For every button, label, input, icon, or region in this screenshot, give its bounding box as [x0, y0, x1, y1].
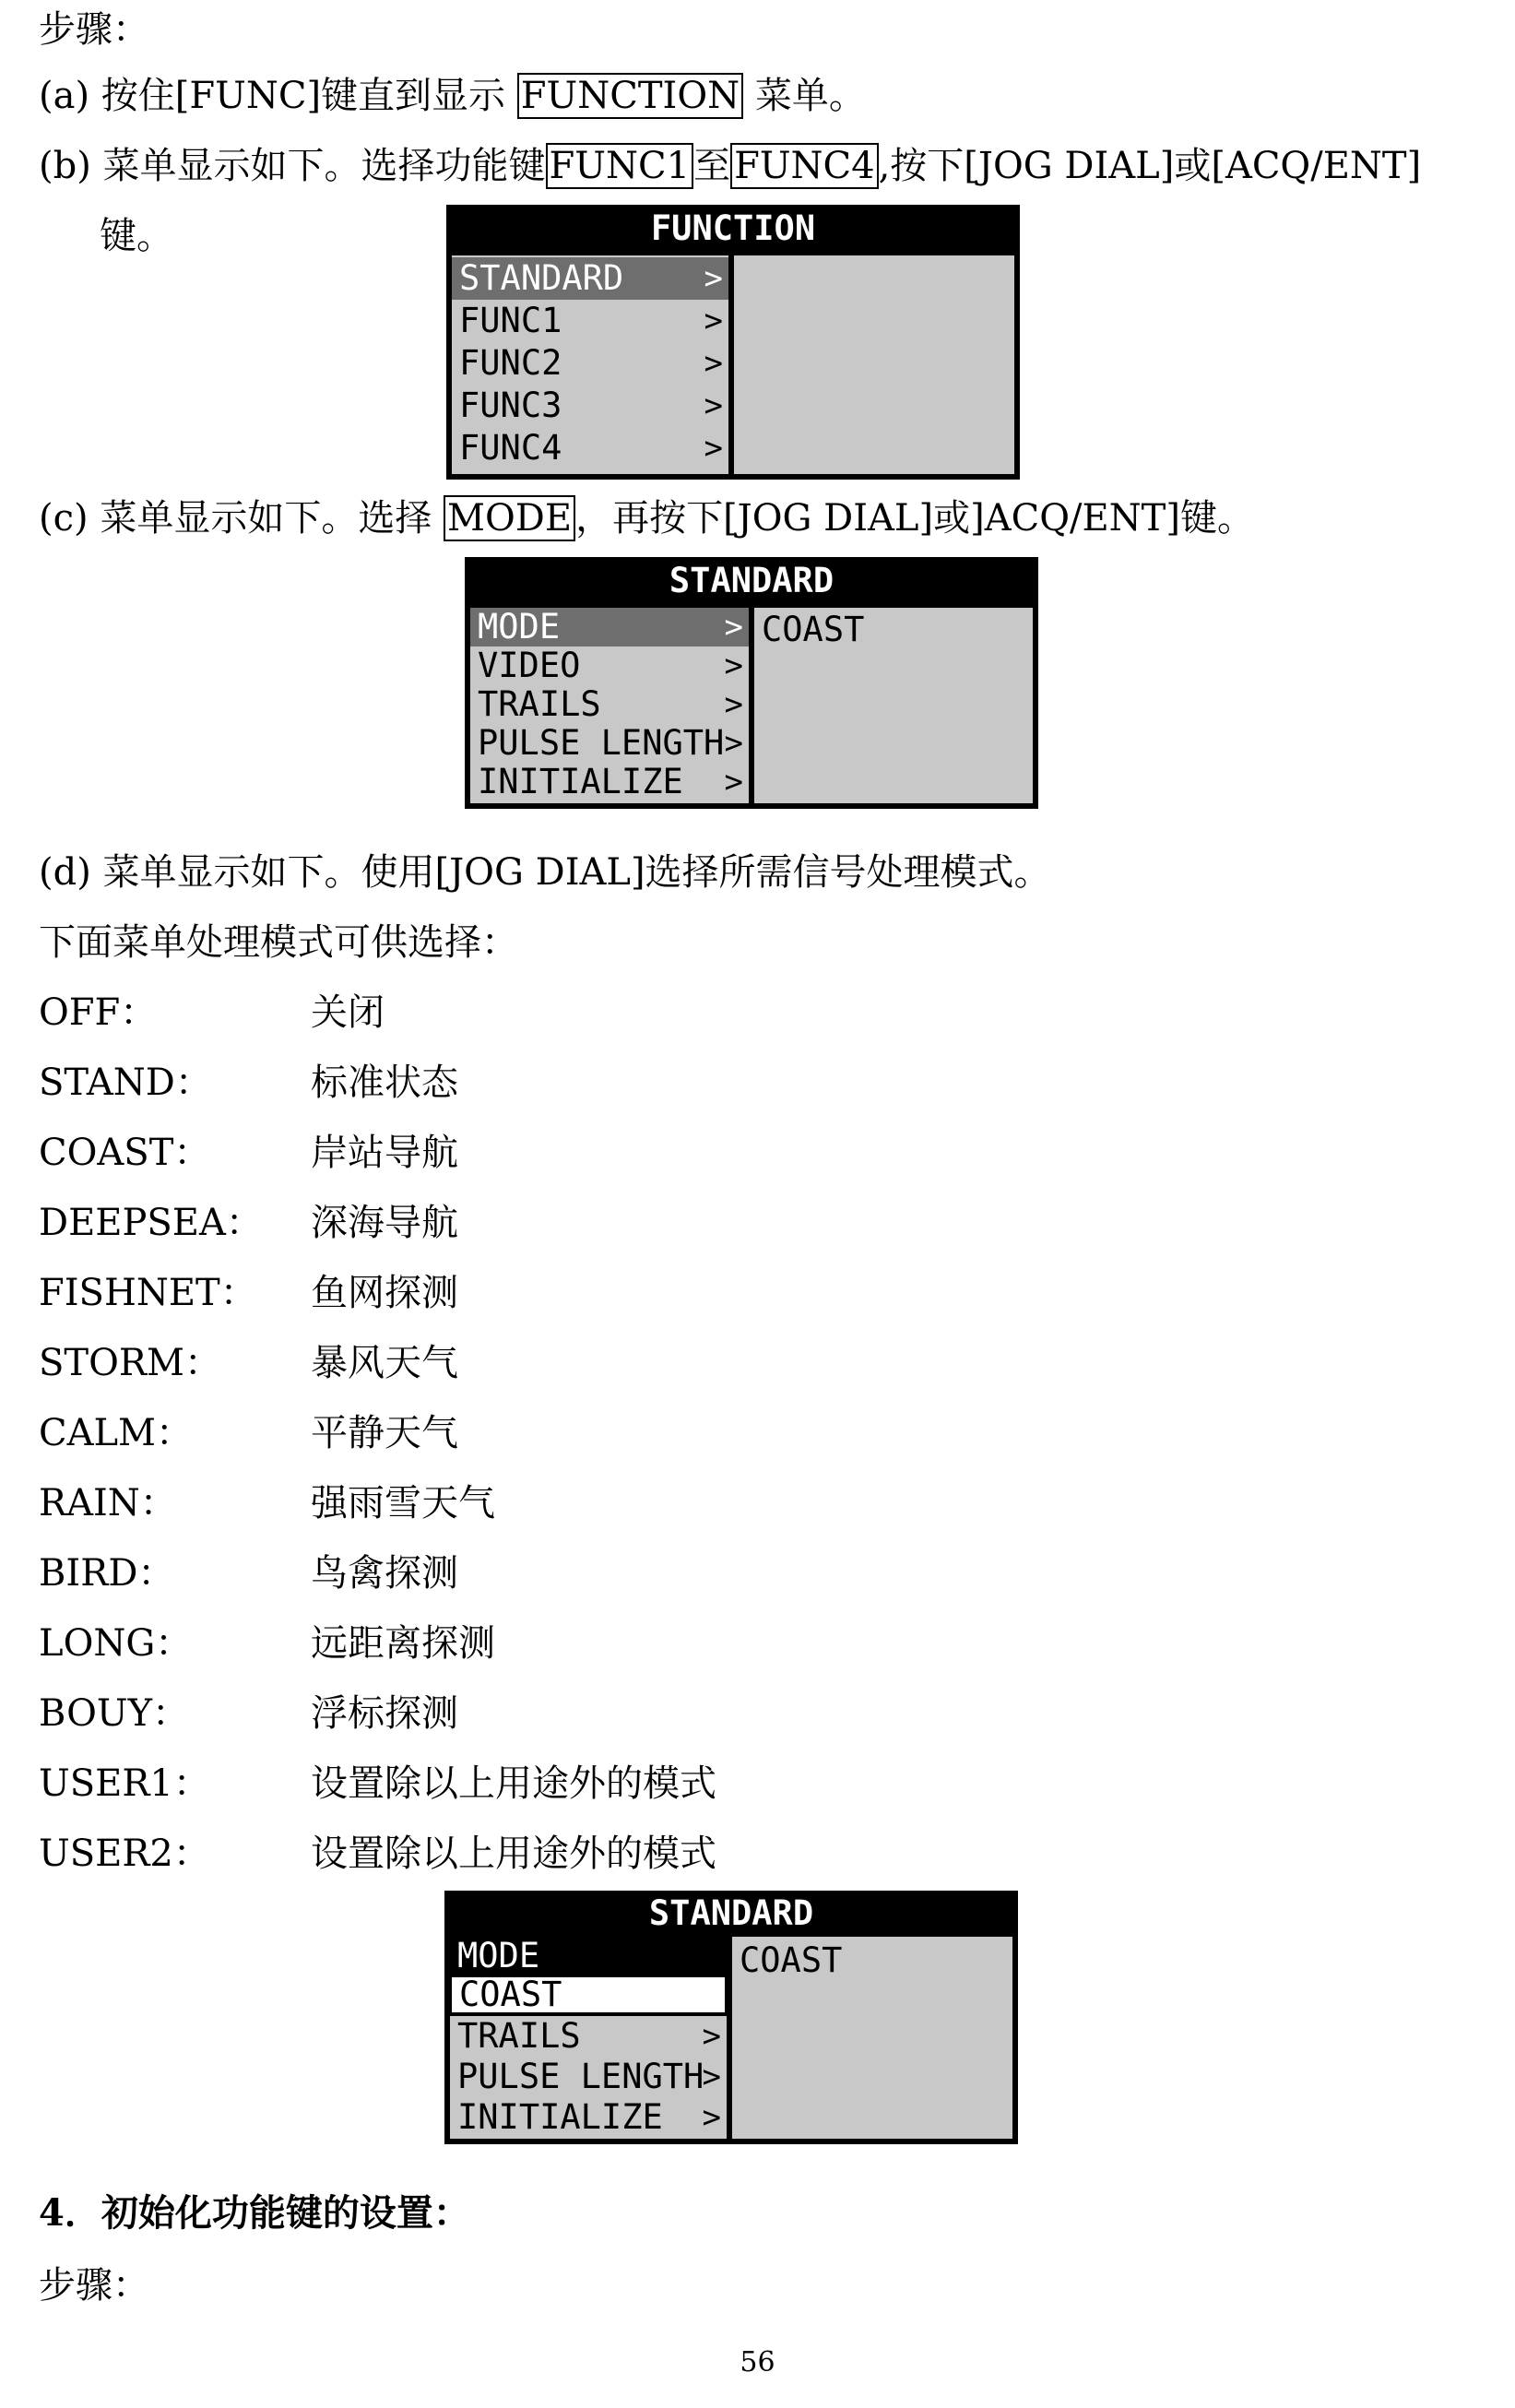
mode-desc: 平静天气 [311, 1412, 458, 1454]
chevron-right-icon: > [724, 647, 743, 684]
chevron-right-icon: > [724, 609, 743, 646]
mode-value: COAST [762, 610, 865, 649]
chevron-right-icon: > [724, 725, 743, 762]
step-a-prefix: (a) 按住[FUNC]键直到显示 [39, 75, 517, 117]
chevron-right-icon: > [704, 260, 723, 297]
menu-item-video[interactable] [470, 646, 749, 685]
mode-desc: 强雨雪天气 [311, 1482, 495, 1524]
mode-key: STORM： [39, 1342, 221, 1384]
menu-item-func3[interactable] [452, 385, 728, 427]
mode-desc: 暴风天气 [311, 1342, 458, 1384]
mode-desc: 深海导航 [311, 1202, 458, 1244]
menu-item-pulse-length[interactable] [470, 724, 749, 763]
function-menu [446, 205, 1020, 480]
mode-key: BOUY： [39, 1692, 190, 1735]
menu-item-func1[interactable] [452, 300, 728, 342]
step-c-suffix: ，再按下[JOG DIAL]或]ACQ/ENT]键。 [575, 497, 1254, 540]
steps-label-bottom: 步骤： [39, 2264, 149, 2307]
standard-menu-value-panel [754, 608, 1033, 803]
mode-desc: 设置除以上用途外的模式 [311, 1762, 716, 1805]
mode-keyword: MODE [444, 495, 575, 541]
mode-key: OFF： [39, 991, 158, 1034]
chevron-right-icon: > [702, 2018, 721, 2055]
menu-item-label: INITIALIZE [457, 2097, 663, 2137]
function-keyword: FUNCTION [517, 73, 743, 119]
chevron-right-icon: > [704, 345, 723, 382]
menu-item-pulse-length[interactable] [450, 2057, 727, 2097]
chevron-right-icon: > [724, 764, 743, 801]
mode-desc: 远距离探测 [311, 1622, 495, 1665]
menu-item-label: PULSE LENGTH [457, 2057, 704, 2096]
menu-item-mode[interactable] [470, 608, 749, 646]
step-b-suffix: ,按下[JOG DIAL]或[ACQ/ENT] [878, 145, 1422, 187]
mode-option-coast[interactable]: COAST [450, 1975, 727, 2014]
modes-intro: 下面菜单处理模式可供选择： [39, 921, 518, 964]
standard-menu-list [470, 608, 749, 803]
standard-menu [465, 557, 1038, 809]
menu-item-trails[interactable] [450, 2016, 727, 2057]
menu-item-label: PULSE LENGTH [478, 723, 725, 763]
standard-mode-menu [444, 1891, 1018, 2144]
mode-desc: 关闭 [311, 991, 385, 1034]
mode-heading: MODE [450, 1937, 727, 1975]
standard-mode-menu-title: STANDARD [648, 1893, 814, 1933]
mode-key: DEEPSEA： [39, 1202, 263, 1244]
menu-item-label: FUNC2 [459, 343, 562, 383]
chevron-right-icon: > [704, 387, 723, 424]
func1-keyword: FUNC1 [546, 143, 694, 189]
menu-item-initialize[interactable] [450, 2097, 727, 2138]
menu-item-trails[interactable] [470, 685, 749, 724]
steps-label-top: 步骤： [39, 8, 149, 51]
mode-key: STAND： [39, 1062, 212, 1104]
step-c [39, 497, 1254, 540]
menu-item-label: VIDEO [478, 646, 581, 685]
mode-desc: 设置除以上用途外的模式 [311, 1833, 716, 1875]
menu-item-label: FUNC1 [459, 301, 562, 340]
section-4-heading: 4．初始化功能键的设置： [39, 2191, 470, 2235]
standard-mode-menu-value-panel [732, 1937, 1012, 2139]
menu-item-initialize[interactable] [470, 763, 749, 801]
mode-desc: 鸟禽探测 [311, 1552, 458, 1595]
menu-item-func2[interactable] [452, 342, 728, 385]
page-number: 56 [740, 2346, 775, 2378]
menu-item-label: STANDARD [459, 258, 624, 298]
mode-key: USER2： [39, 1833, 210, 1875]
mode-key: RAIN： [39, 1482, 177, 1524]
menu-item-func4[interactable] [452, 427, 728, 469]
standard-menu-title: STANDARD [669, 561, 834, 600]
chevron-right-icon: > [702, 2099, 721, 2136]
menu-item-label: INITIALIZE [478, 762, 683, 801]
menu-item-label: MODE [478, 607, 561, 646]
mode-key: BIRD： [39, 1552, 175, 1595]
chevron-right-icon: > [704, 302, 723, 339]
step-a-suffix: 菜单。 [743, 75, 866, 117]
mode-desc: 标准状态 [311, 1062, 458, 1104]
mode-key: USER1： [39, 1762, 210, 1805]
step-c-prefix: (c) 菜单显示如下。选择 [39, 497, 444, 540]
standard-mode-menu-list [450, 2016, 727, 2139]
menu-item-label: TRAILS [478, 684, 601, 724]
chevron-right-icon: > [724, 686, 743, 723]
step-b-continuation: 键。 [100, 215, 173, 257]
mode-key: LONG： [39, 1622, 193, 1665]
step-b-mid: 至 [693, 145, 731, 187]
chevron-right-icon: > [704, 430, 723, 467]
step-a [39, 75, 866, 117]
mode-desc: 鱼网探测 [311, 1272, 458, 1314]
menu-item-label: TRAILS [457, 2016, 581, 2056]
mode-key: FISHNET： [39, 1272, 257, 1314]
mode-key: CALM： [39, 1412, 194, 1454]
menu-item-standard[interactable] [452, 257, 728, 300]
function-menu-title: FUNCTION [650, 208, 816, 248]
func4-keyword: FUNC4 [730, 143, 879, 189]
step-d: (d) 菜单显示如下。使用[JOG DIAL]选择所需信号处理模式。 [39, 851, 1051, 894]
step-b [39, 145, 1422, 187]
mode-desc: 浮标探测 [311, 1692, 458, 1735]
mode-value: COAST [740, 1940, 843, 1980]
menu-item-label: FUNC4 [459, 428, 562, 468]
chevron-right-icon: > [702, 2058, 721, 2095]
mode-desc: 岸站导航 [311, 1132, 458, 1174]
mode-key: COAST： [39, 1132, 211, 1174]
function-menu-value-panel [734, 255, 1014, 474]
step-b-prefix: (b) 菜单显示如下。选择功能键 [39, 145, 546, 187]
function-menu-list [452, 255, 728, 474]
menu-item-label: FUNC3 [459, 386, 562, 425]
